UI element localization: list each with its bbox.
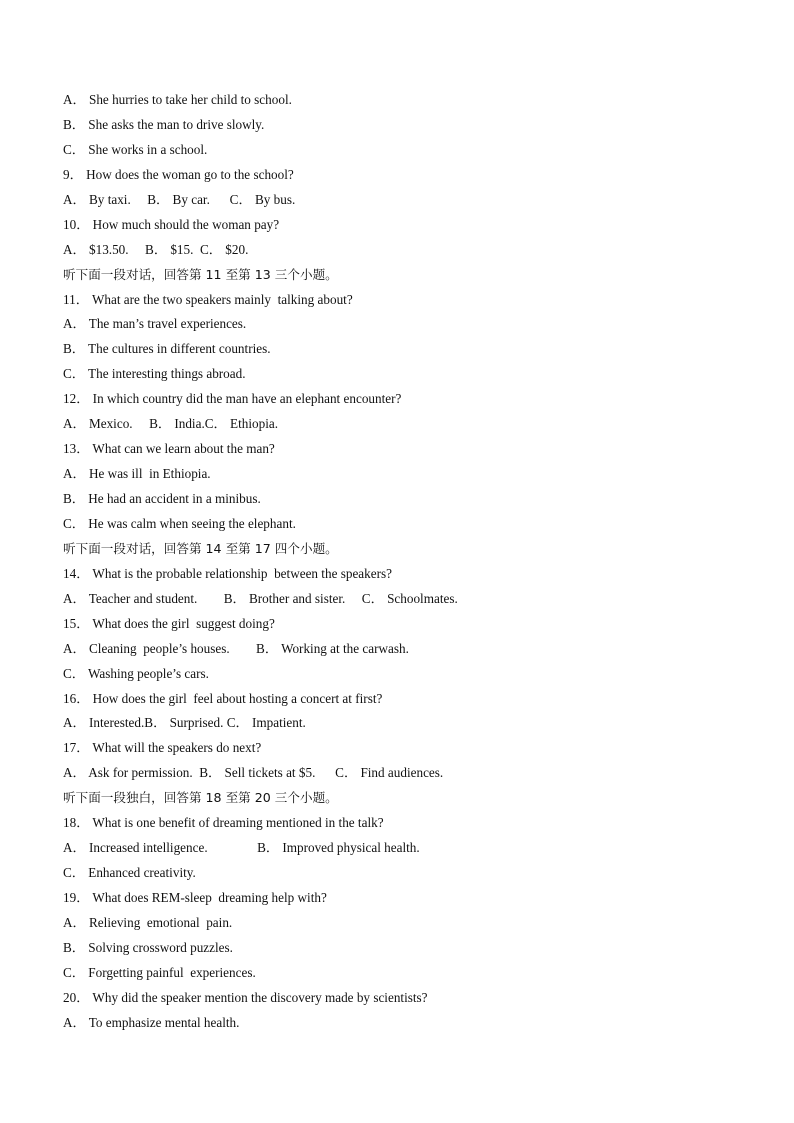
- question-text: 16． How does the girl feel about hosting a concert at first?: [63, 690, 383, 706]
- answer-option: A． Interested.B． Surprised. C． Impatient.: [63, 715, 306, 731]
- answer-option: A． Teacher and student. B． Brother and sister. C． Schoolmates.: [63, 590, 458, 606]
- section-instruction: 听下面一段对话，回答第 14 至第 17 四个小题。: [63, 540, 338, 556]
- question-text: 11． What are the two speakers mainly talking about?: [63, 291, 353, 307]
- answer-option: B． Solving crossword puzzles.: [63, 939, 233, 955]
- answer-option: A． Relieving emotional pain.: [63, 914, 233, 930]
- answer-option: C． Washing people’s cars.: [63, 665, 209, 681]
- answer-option: C． He was calm when seeing the elephant.: [63, 515, 296, 531]
- answer-option: A． The man’s travel experiences.: [63, 316, 247, 332]
- question-text: 18． What is one benefit of dreaming mentioned in the talk?: [63, 815, 384, 831]
- answer-option: A． By taxi. B． By car. C． By bus.: [63, 191, 296, 207]
- question-text: 9． How does the woman go to the school?: [63, 166, 294, 182]
- answer-option: C． The interesting things abroad.: [63, 366, 246, 382]
- question-text: 10． How much should the woman pay?: [63, 216, 280, 232]
- answer-option: A． Increased intelligence. B． Improved physical health.: [63, 840, 420, 856]
- answer-option: B． He had an accident in a minibus.: [63, 491, 261, 506]
- answer-option: A． Ask for permission. B． Sell tickets at $5. C． Find audiences.: [63, 765, 444, 781]
- question-text: 17． What will the speakers do next?: [63, 740, 262, 756]
- answer-option: A． She hurries to take her child to school.: [63, 92, 292, 107]
- answer-option: B． She asks the man to drive slowly.: [63, 116, 265, 132]
- section-instruction: 听下面一段独白，回答第 18 至第 20 三个小题。: [63, 790, 338, 806]
- answer-option: C． Forgetting painful experiences.: [63, 964, 256, 980]
- answer-option: A． Mexico. B． India.C． Ethiopia.: [63, 416, 279, 432]
- question-text: 13． What can we learn about the man?: [63, 441, 275, 457]
- question-text: 20． Why did the speaker mention the discovery made by scientists?: [63, 989, 428, 1005]
- question-text: 12． In which country did the man have an elephant encounter?: [63, 391, 402, 407]
- question-text: 15． What does the girl suggest doing?: [63, 615, 275, 631]
- answer-option: A． He was ill in Ethiopia.: [63, 466, 211, 482]
- question-text: 14． What is the probable relationship between the speakers?: [63, 565, 392, 581]
- answer-option: B． The cultures in different countries.: [63, 341, 271, 357]
- answer-option: A． To emphasize mental health.: [63, 1014, 240, 1030]
- question-text: 19． What does REM-sleep dreaming help with?: [63, 890, 327, 905]
- document-body: [63, 88, 743, 1036]
- answer-option: C． Enhanced creativity.: [63, 865, 196, 881]
- answer-option: A． $13.50. B． $15. C． $20.: [63, 241, 249, 257]
- answer-option: C． She works in a school.: [63, 141, 208, 157]
- answer-option: A． Cleaning people’s houses. B． Working at the carwash.: [63, 640, 409, 656]
- section-instruction: 听下面一段对话，回答第 11 至第 13 三个小题。: [63, 266, 338, 282]
